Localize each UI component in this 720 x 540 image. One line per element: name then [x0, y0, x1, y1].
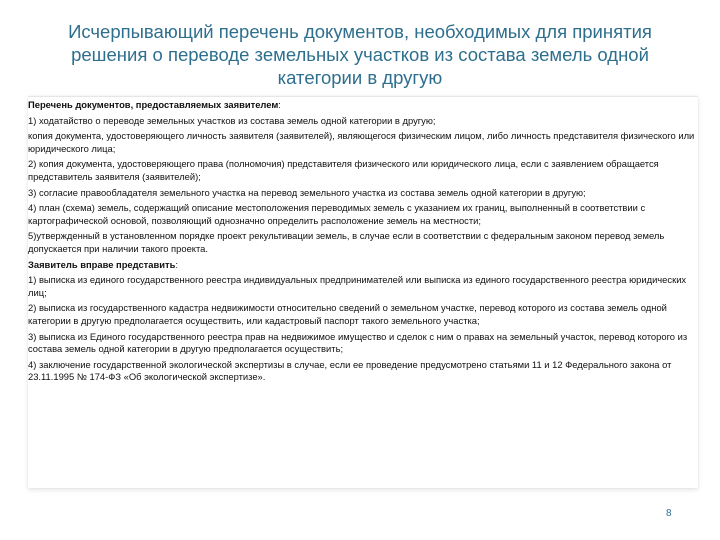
list-item: 3) согласие правообладателя земельного участка на перевод земельного участка из состава земель одной категории в другую; [28, 186, 586, 198]
title-line: Исчерпывающий перечень документов, необходимых для принятия [68, 21, 652, 42]
list-item: копия документа, удостоверяющего личность заявителя (заявителей), являющегося физическим лицом, либо личность представителя физического или юридического лица; [28, 130, 695, 154]
page-number: 8 [666, 508, 672, 519]
title-line: решения о переводе земельных участков из состава земель одной [71, 44, 649, 65]
list-item: 4) заключение государственной экологической экспертизы в случае, если ее проведение предусмотрено статьями 11 и 12 Федерального закона от 23.11.1995 № 174-ФЗ «Об экологической экспертизе». [28, 358, 672, 383]
list-item: 4) план (схема) земель, содержащий описание местоположения переводимых земель с указанием их границ, выполненный в соответствии с картографической основой, позволяющий однозначно определить расположение земель на местности; [28, 202, 646, 226]
list-item: 2) копия документа, удостоверяющего права (полномочия) представителя физического или юридического лица, если с заявлением обращается представитель заявителя (заявителей); [28, 158, 659, 182]
list-item: 2) выписка из государственного кадастра недвижимости относительно сведений о земельном участке, перевод которого из состава земель одной категории в другую предполагается осуществить, или кадастровый паспорт такого земельного участка; [28, 302, 667, 326]
list-item: 1) выписка из единого государственного реестра индивидуальных предпринимателей или выписка из единого государственного реестра юридических лиц; [28, 274, 687, 298]
section-heading-optional: Заявитель вправе представить: [28, 258, 178, 270]
list-item: 3) выписка из Единого государственного реестра прав на недвижимое имущество и сделок с ним о правах на земельный участок, перевод которого из состава земель одной категории в другую предполагается осуществить; [28, 330, 688, 355]
section-heading-applicant: Перечень документов, предоставляемых заявителем: [28, 99, 281, 110]
list-item: 1) ходатайство о переводе земельных участков из состава земель одной категории в другую; [28, 114, 436, 126]
title-line: категории в другую [277, 67, 443, 88]
content-box [28, 96, 698, 488]
slide-title [40, 20, 680, 89]
list-item: 5)утвержденный в установленном порядке проект рекультивации земель, в случае если в соответствии с федеральным законом перевод земель допускается при наличии такого проекта. [28, 230, 665, 254]
